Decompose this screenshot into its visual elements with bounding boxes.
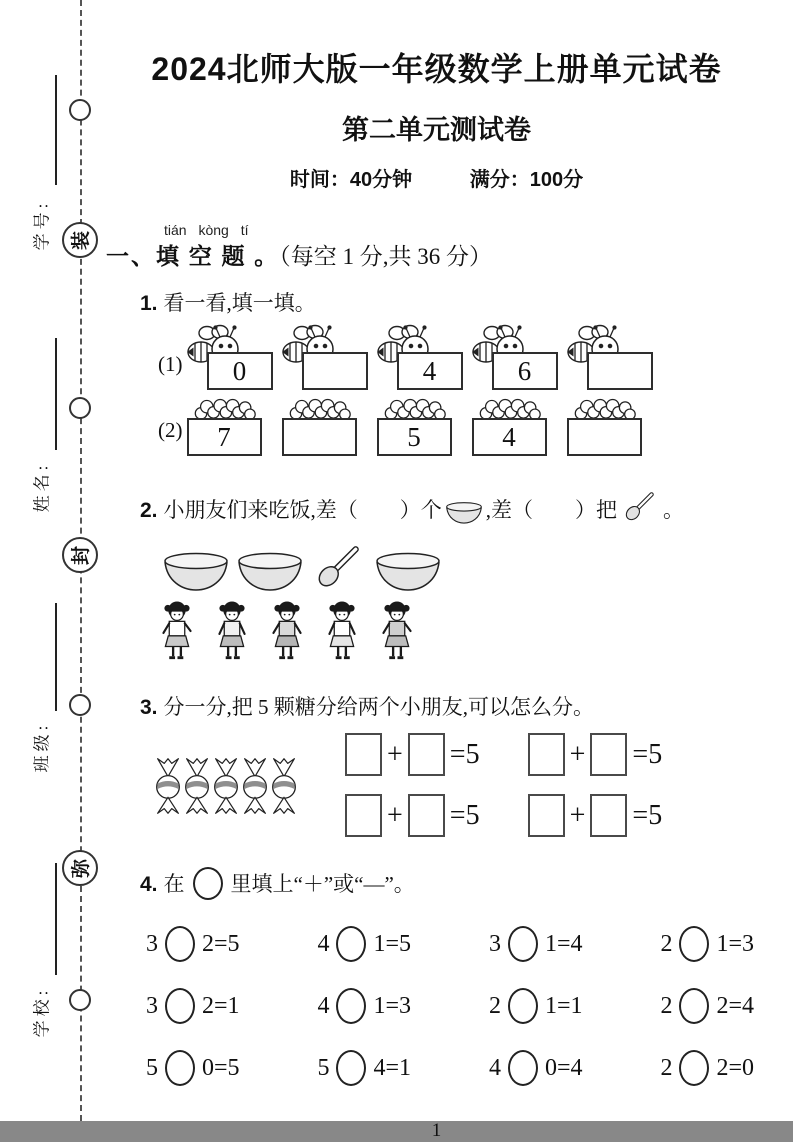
candy-icon bbox=[210, 755, 239, 817]
number-box: 0 bbox=[207, 352, 273, 390]
addition-equation bbox=[528, 794, 663, 837]
seal-char-feng: 封 bbox=[62, 537, 98, 573]
operator-equation: 2 2 = 0 bbox=[660, 1050, 754, 1086]
operator-circle[interactable] bbox=[336, 988, 366, 1024]
equation-result: 5 bbox=[648, 799, 663, 831]
page-number: 1 bbox=[431, 1120, 442, 1141]
bee-number-cell bbox=[567, 325, 662, 391]
name-write-line[interactable] bbox=[55, 338, 57, 450]
bee-number-cell bbox=[282, 325, 377, 391]
school-label: 学校: bbox=[32, 986, 52, 1038]
number-box: 4 bbox=[472, 418, 547, 456]
equals-sign: = bbox=[449, 738, 466, 770]
bee-number-cell bbox=[187, 325, 282, 391]
plus-sign: + bbox=[387, 738, 403, 770]
operator-circle[interactable] bbox=[508, 988, 538, 1024]
equation-result: 5 bbox=[648, 738, 663, 770]
girl-icon bbox=[376, 601, 418, 663]
plus-sign: + bbox=[569, 738, 586, 770]
question-2-text-3: 。 bbox=[663, 498, 685, 522]
exam-meta bbox=[100, 163, 773, 192]
pinyin-annotation: tián kòng tí bbox=[164, 222, 249, 238]
operator-circle[interactable] bbox=[679, 1050, 709, 1086]
operator-equation: 2 1 = 3 bbox=[660, 926, 754, 962]
section-one-note: （每空 1 分,共 36 分） bbox=[279, 244, 492, 269]
girl-icon bbox=[156, 601, 198, 663]
question-3-text: 分一分,把 5 颗糖分给两个小朋友,可以怎么分。 bbox=[163, 695, 595, 719]
addition-equations bbox=[345, 733, 662, 837]
answer-box[interactable] bbox=[302, 352, 368, 390]
question-3-body bbox=[152, 733, 773, 837]
binding-hole-icon bbox=[69, 989, 91, 1011]
candy-icon bbox=[239, 755, 268, 817]
spoon-icon bbox=[620, 487, 660, 525]
question-2-heading bbox=[140, 487, 773, 525]
student-id-label: 学号: bbox=[32, 199, 52, 251]
question-1-row-2 bbox=[158, 399, 773, 457]
operator-equation: 5 0 = 5 bbox=[146, 1050, 240, 1086]
spoon-icon bbox=[310, 539, 368, 593]
full-score: 满分：100分 bbox=[469, 169, 584, 191]
question-1-heading bbox=[140, 287, 773, 317]
paper-title: 2024北师大版一年级数学上册单元试卷 bbox=[151, 51, 722, 87]
number-box: 5 bbox=[377, 418, 452, 456]
question-4-row-3 bbox=[146, 1050, 754, 1086]
bowl-icon bbox=[236, 551, 304, 593]
operator-equation: 2 1 = 1 bbox=[489, 988, 583, 1024]
unit-subtitle: 第二单元测试卷 bbox=[342, 115, 531, 145]
section-one-heading bbox=[106, 238, 773, 271]
addition-equation bbox=[345, 794, 480, 837]
operator-circle[interactable] bbox=[336, 926, 366, 962]
operator-equation: 3 1 = 4 bbox=[489, 926, 583, 962]
binding-hole-icon bbox=[69, 694, 91, 716]
question-1-text: 看一看,填一填。 bbox=[163, 291, 316, 315]
flower-number-cell bbox=[282, 399, 377, 457]
operator-equation: 5 4 = 1 bbox=[317, 1050, 411, 1086]
answer-box[interactable] bbox=[345, 733, 382, 776]
children-row bbox=[156, 601, 773, 663]
operator-circle[interactable] bbox=[679, 988, 709, 1024]
question-4-text-after: 里填上“＋”或“—”。 bbox=[230, 872, 415, 896]
question-2-text-2: ,差（ ）把 bbox=[485, 498, 618, 522]
bee-number-cell bbox=[472, 325, 567, 391]
binding-hole-icon bbox=[69, 397, 91, 419]
number-box: 7 bbox=[187, 418, 262, 456]
seal-char-zhuang: 装 bbox=[62, 222, 98, 258]
bowl-icon bbox=[162, 551, 230, 593]
question-2-text-1: 小朋友们来吃饭,差（ ）个 bbox=[163, 498, 442, 522]
question-4-text-before: 在 bbox=[163, 872, 185, 896]
row-1-label: (1) bbox=[158, 352, 183, 376]
flower-number-cell bbox=[567, 399, 662, 457]
addition-equation bbox=[345, 733, 480, 776]
candies-group bbox=[152, 755, 297, 817]
candy-icon bbox=[268, 755, 297, 817]
answer-box[interactable] bbox=[408, 733, 445, 776]
question-4-heading bbox=[140, 867, 773, 900]
answer-box[interactable] bbox=[590, 733, 627, 776]
binding-hole-icon bbox=[69, 99, 91, 121]
number-box: 6 bbox=[492, 352, 558, 390]
section-one-title: 一、填 空 题 。 bbox=[106, 244, 280, 269]
class-label: 班级: bbox=[32, 721, 52, 773]
plus-sign: + bbox=[387, 799, 403, 831]
operator-equation: 4 0 = 4 bbox=[489, 1050, 583, 1086]
flower-number-cell bbox=[187, 399, 282, 457]
bowl-icon bbox=[445, 501, 483, 525]
row-2-label: (2) bbox=[158, 418, 183, 442]
equation-result: 5 bbox=[465, 799, 480, 831]
equals-sign: = bbox=[449, 799, 466, 831]
time-limit: 时间：40分钟 bbox=[289, 169, 413, 191]
bee-number-cell bbox=[377, 325, 472, 391]
question-2-number: 2. bbox=[140, 499, 158, 522]
addition-equation bbox=[528, 733, 663, 776]
paper-content bbox=[100, 0, 773, 1142]
flower-number-cell bbox=[472, 399, 567, 457]
candy-icon bbox=[181, 755, 210, 817]
operator-circle-icon bbox=[193, 867, 223, 900]
question-4-row-1 bbox=[146, 926, 754, 962]
equals-sign: = bbox=[632, 738, 649, 770]
question-1-number: 1. bbox=[140, 292, 158, 315]
bowl-icon bbox=[374, 551, 442, 593]
answer-box[interactable] bbox=[282, 418, 357, 456]
operator-circle[interactable] bbox=[165, 1050, 195, 1086]
number-box: 4 bbox=[397, 352, 463, 390]
student-id-write-line[interactable] bbox=[55, 75, 57, 185]
operator-equation: 2 2 = 4 bbox=[660, 988, 754, 1024]
question-4-row-2 bbox=[146, 988, 754, 1024]
seal-char-mi: 弥 bbox=[62, 850, 98, 886]
girl-icon bbox=[266, 601, 308, 663]
question-1-row-1 bbox=[158, 325, 773, 391]
equals-sign: = bbox=[632, 799, 649, 831]
answer-box[interactable] bbox=[567, 418, 642, 456]
name-label: 姓名: bbox=[32, 461, 52, 513]
school-write-line[interactable] bbox=[55, 863, 57, 975]
answer-box[interactable] bbox=[528, 733, 565, 776]
equation-result: 5 bbox=[465, 738, 480, 770]
class-write-line[interactable] bbox=[55, 603, 57, 711]
operator-circle[interactable] bbox=[165, 926, 195, 962]
girl-icon bbox=[321, 601, 363, 663]
operator-equation: 3 2 = 5 bbox=[146, 926, 240, 962]
question-4-number: 4. bbox=[140, 873, 158, 896]
answer-box[interactable] bbox=[345, 794, 382, 837]
operator-circle[interactable] bbox=[508, 1050, 538, 1086]
operator-circle[interactable] bbox=[679, 926, 709, 962]
candy-icon bbox=[152, 755, 181, 817]
plus-sign: + bbox=[569, 799, 586, 831]
girl-icon bbox=[211, 601, 253, 663]
operator-circle[interactable] bbox=[508, 926, 538, 962]
answer-box[interactable] bbox=[528, 794, 565, 837]
answer-box[interactable] bbox=[408, 794, 445, 837]
answer-box[interactable] bbox=[590, 794, 627, 837]
operator-circle[interactable] bbox=[336, 1050, 366, 1086]
bowls-spoon-row bbox=[162, 539, 773, 593]
flower-number-cell bbox=[377, 399, 472, 457]
operator-circle[interactable] bbox=[165, 988, 195, 1024]
operator-equation: 4 1 = 5 bbox=[317, 926, 411, 962]
operator-equation: 3 2 = 1 bbox=[146, 988, 240, 1024]
answer-box[interactable] bbox=[587, 352, 653, 390]
question-3-number: 3. bbox=[140, 696, 158, 719]
question-3-heading bbox=[140, 691, 773, 721]
operator-equation: 4 1 = 3 bbox=[317, 988, 411, 1024]
